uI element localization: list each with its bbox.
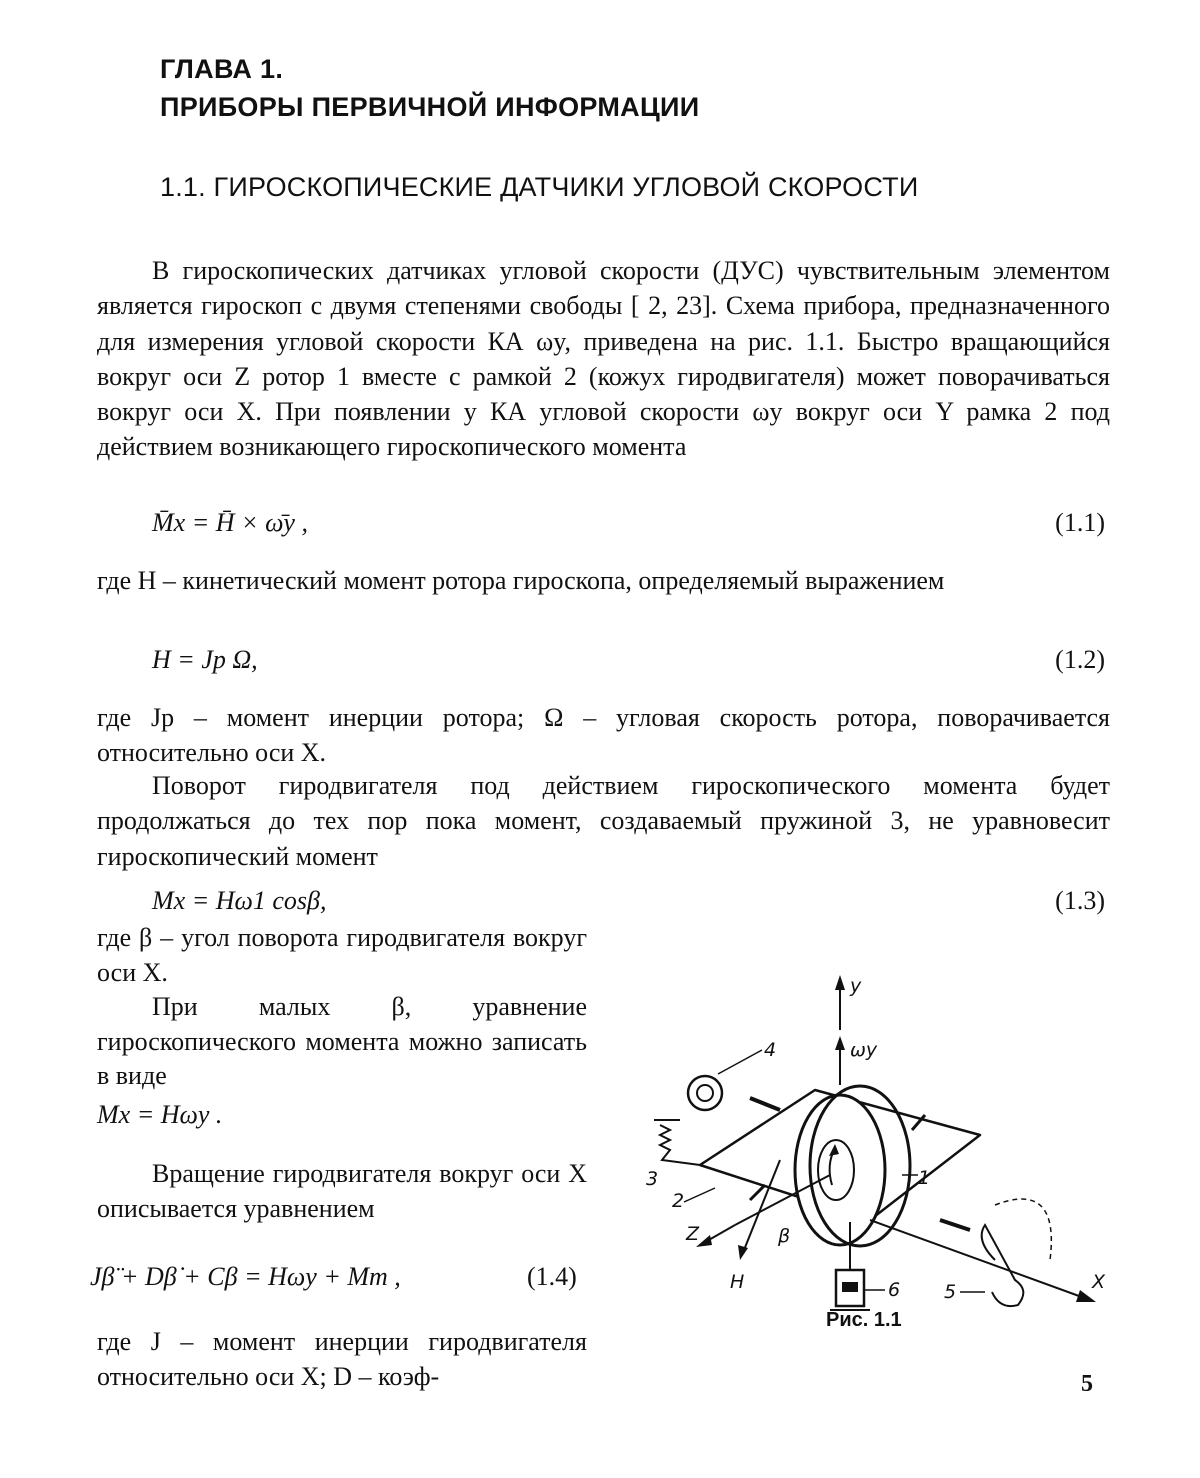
equation-1-2: H = Jp Ω,	[152, 645, 258, 674]
label-omega-y: ωy	[850, 1039, 878, 1061]
equation-1-3-number: (1.3)	[1055, 886, 1105, 915]
label-y: y	[850, 975, 862, 997]
paragraph-inertia-definition: где J – момент инерции гиродвигателя относительно оси X; D – коэф-	[97, 1327, 587, 1391]
section-title: 1.1. ГИРОСКОПИЧЕСКИЕ ДАТЧИКИ УГЛОВОЙ СКОРОСТИ	[160, 172, 919, 202]
paragraph-rotor-inertia: где Jp – момент инерции ротора; Ω – угловая скорость ротора, поворачивается относительно оси X.	[97, 703, 1110, 768]
paragraph-motion: Вращение гиродвигателя вокруг оси X описывается уравнением	[97, 1159, 587, 1223]
equation-1-3: Mx = Hω1 cosβ,	[152, 886, 327, 915]
label-4: 4	[764, 1039, 777, 1061]
label-1: 1	[918, 1167, 931, 1189]
label-h: H	[730, 1271, 745, 1293]
equation-small-beta: Mx = Hωy .	[97, 1100, 223, 1129]
equation-1-4-number: (1.4)	[527, 1262, 577, 1291]
equation-1-2-number: (1.2)	[1055, 645, 1105, 674]
label-2: 2	[672, 1190, 685, 1212]
label-x: X	[1092, 1271, 1106, 1293]
equation-1-1: M̄x = H̄ × ω̄y ,	[152, 508, 308, 537]
paragraph-small-beta: При малых β, уравнение гироскопического момента можно записать в виде	[97, 992, 587, 1090]
label-6: 6	[888, 1279, 901, 1301]
paragraph-kinetic-moment: где H – кинетический момент ротора гироскопа, определяемый выражением	[97, 566, 945, 595]
figure-caption: Рис. 1.1	[826, 1309, 902, 1331]
label-5: 5	[944, 1281, 957, 1303]
paragraph-beta-angle: где β – угол поворота гиродвигателя вокруг оси X.	[97, 923, 587, 987]
paragraph-intro: В гироскопических датчиках угловой скорости (ДУС) чувствительным элементом является гироскоп с двумя степенями свободы [ 2, 23]. Схема прибора, предназначенного для измерения угловой скорости КА ωy, приведена на рис. 1.1. Быстро вращающийся вокруг оси Z ротор 1 вместе с рамкой 2 (кожух гиродвигателя) может поворачиваться вокруг оси X. При появлении у КА угловой скорости ωy вокруг оси Y рамка 2 под действием возникающего гироскопического момента	[97, 256, 1110, 462]
label-beta: β	[778, 1225, 791, 1247]
chapter-number: ГЛАВА 1.	[160, 54, 284, 84]
label-3: 3	[646, 1168, 659, 1190]
paragraph-rotation: Поворот гиродвигателя под действием гироскопического момента будет продолжаться до тех пор пока момент, создаваемый пружиной 3, не уравновесит гироскопический момент	[97, 771, 1110, 871]
gyroscope-diagram	[640, 970, 1120, 1330]
equation-1-1-number: (1.1)	[1055, 508, 1105, 537]
chapter-title: ПРИБОРЫ ПЕРВИЧНОЙ ИНФОРМАЦИИ	[160, 92, 700, 122]
equation-1-4: Jβ̈ + Dβ̇ + Cβ = Hωy + Mт ,	[90, 1262, 401, 1291]
label-z: Z	[686, 1223, 700, 1245]
page-number: 5	[1081, 1371, 1093, 1397]
